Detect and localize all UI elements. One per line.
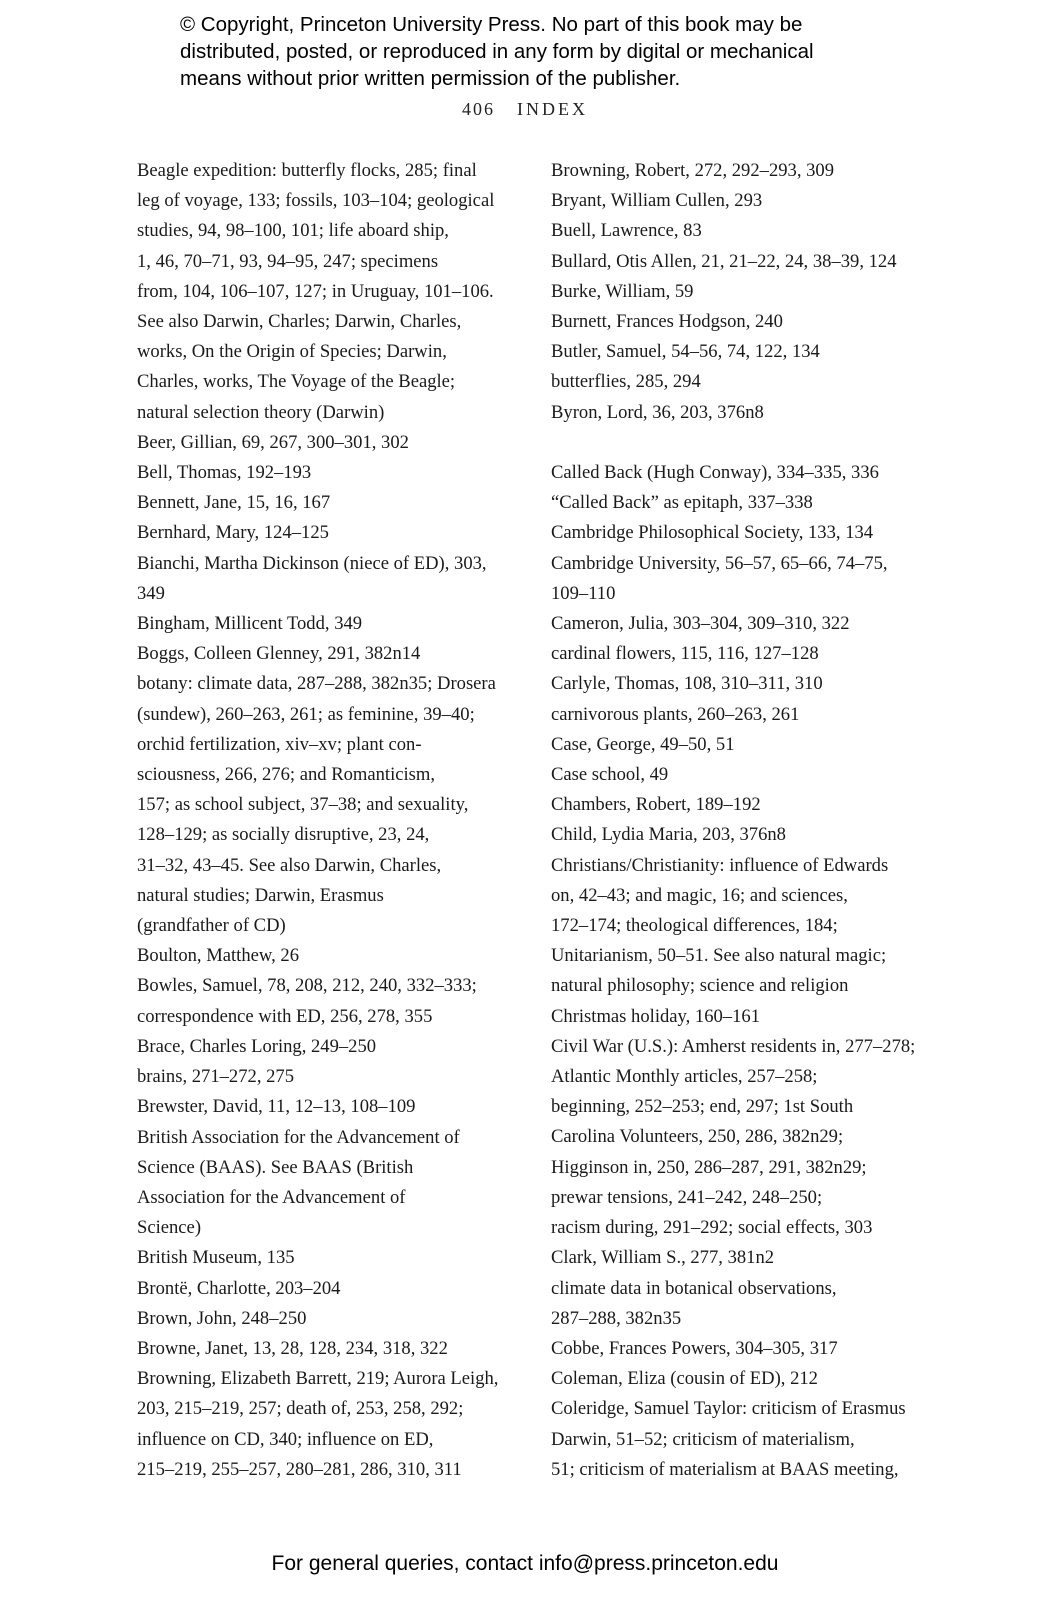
index-entry (137, 458, 512, 488)
index-entry-line: natural selection theory (Darwin) (137, 401, 385, 423)
index-entry-line: Darwin, 51–52; criticism of materialism, (551, 1428, 855, 1450)
section-title: INDEX (517, 99, 588, 119)
index-entry-line: Brontë, Charlotte, 203–204 (137, 1277, 341, 1299)
index-entry-line: Browne, Janet, 13, 28, 128, 234, 318, 322 (137, 1337, 448, 1359)
index-column-right (551, 156, 923, 1485)
index-entry-line: on, 42–43; and magic, 16; and sciences, (551, 884, 848, 906)
index-entry (137, 669, 512, 941)
index-entry-line: Carlyle, Thomas, 108, 310–311, 310 (551, 673, 823, 695)
copyright-line: distributed, posted, or reproduced in any form by digital or mechanical (180, 40, 814, 63)
index-entry (137, 1364, 512, 1485)
index-entry-line: 287–288, 382n35 (551, 1307, 682, 1329)
index-entry-line: Bennett, Jane, 15, 16, 167 (137, 492, 331, 514)
index-entry (551, 760, 923, 790)
index-entry (137, 609, 512, 639)
index-entry (551, 247, 923, 277)
index-entry-line: Carolina Volunteers, 250, 286, 382n29; (551, 1126, 844, 1148)
index-entry-line: prewar tensions, 241–242, 248–250; (551, 1186, 823, 1208)
index-entry-line: British Association for the Advancement of (137, 1126, 460, 1148)
index-entry-line: 203, 215–219, 257; death of, 253, 258, 292; (137, 1398, 464, 1420)
index-entry-line: Cameron, Julia, 303–304, 309–310, 322 (551, 613, 850, 635)
index-entry-line: Atlantic Monthly articles, 257–258; (551, 1066, 818, 1088)
copyright-line: means without prior written permission of the publisher. (180, 67, 681, 90)
letter-group-gap (551, 428, 923, 458)
index-entry-line: botany: climate data, 287–288, 382n35; Drosera (137, 673, 496, 695)
index-entry (551, 458, 923, 488)
index-entry-line: Cambridge Philosophical Society, 133, 134 (551, 522, 874, 544)
index-entry-line: orchid fertilization, xiv–xv; plant con- (137, 733, 422, 755)
index-entry-line: Case, George, 49–50, 51 (551, 733, 735, 755)
index-entry (137, 971, 512, 1031)
index-entry-line: Bowles, Samuel, 78, 208, 212, 240, 332–333; (137, 975, 477, 997)
index-entry-line: Brown, John, 248–250 (137, 1307, 307, 1329)
index-entry-line: Unitarianism, 50–51. See also natural magic; (551, 945, 887, 967)
index-entry (551, 549, 923, 609)
index-entry (551, 1364, 923, 1394)
index-column-left (137, 156, 512, 1485)
index-entry-line: See also Darwin, Charles; Darwin, Charles, (137, 311, 462, 333)
index-entry (137, 488, 512, 518)
index-entry-line: works, On the Origin of Species; Darwin, (137, 341, 447, 363)
index-entry-line: climate data in botanical observations, (551, 1277, 837, 1299)
index-entry (551, 1032, 923, 1243)
index-entry-line: Butler, Samuel, 54–56, 74, 122, 134 (551, 341, 820, 363)
index-entry-line: Association for the Advancement of (137, 1186, 406, 1208)
index-entry-line: leg of voyage, 133; fossils, 103–104; geological (137, 190, 495, 212)
index-entry-line: Brace, Charles Loring, 249–250 (137, 1035, 377, 1057)
index-entry-line: Boggs, Colleen Glenney, 291, 382n14 (137, 643, 421, 665)
index-entry (551, 730, 923, 760)
index-entry-line: Buell, Lawrence, 83 (551, 220, 702, 242)
copyright-line: © Copyright, Princeton University Press. No part of this book may be (180, 13, 803, 36)
index-entry-line: (sundew), 260–263, 261; as feminine, 39–40; (137, 703, 475, 725)
index-entry-line: Cambridge University, 56–57, 65–66, 74–75, (551, 552, 888, 574)
index-entry (137, 428, 512, 458)
index-entry-line: Higginson in, 250, 286–287, 291, 382n29; (551, 1156, 867, 1178)
index-entry (551, 609, 923, 639)
index-entry (551, 1002, 923, 1032)
index-entry (551, 367, 923, 397)
index-entry (551, 700, 923, 730)
index-entry-line: natural studies; Darwin, Erasmus (137, 884, 384, 906)
index-entry-line: Boulton, Matthew, 26 (137, 945, 299, 967)
footer-contact: For general queries, contact info@press.princeton.edu (271, 1552, 779, 1575)
index-entry-line: Bryant, William Cullen, 293 (551, 190, 763, 212)
index-entry-line: 109–110 (551, 582, 616, 604)
index-entry-line: Beagle expedition: butterfly flocks, 285; final (137, 160, 477, 181)
index-entry-line: Browning, Elizabeth Barrett, 219; Aurora Leigh, (137, 1368, 499, 1390)
index-entry-line: 172–174; theological differences, 184; (551, 915, 838, 937)
index-entry-line: racism during, 291–292; social effects, 303 (551, 1217, 873, 1239)
index-entry-line: Burnett, Frances Hodgson, 240 (551, 311, 783, 333)
index-entry-line: influence on CD, 340; influence on ED, (137, 1428, 434, 1450)
index-entry-line: beginning, 252–253; end, 297; 1st South (551, 1096, 854, 1118)
index-entry-line: Coleman, Eliza (cousin of ED), 212 (551, 1368, 818, 1390)
index-entry-line: carnivorous plants, 260–263, 261 (551, 703, 800, 725)
index-entry (137, 1243, 512, 1273)
index-entry-line: Bernhard, Mary, 124–125 (137, 522, 329, 544)
index-entry-line: Charles, works, The Voyage of the Beagle; (137, 371, 456, 393)
index-entry-line: “Called Back” as epitaph, 337–338 (551, 492, 813, 514)
index-entry-line: Chambers, Robert, 189–192 (551, 794, 761, 816)
index-entry (137, 156, 512, 428)
index-entry (551, 307, 923, 337)
index-entry-line: Child, Lydia Maria, 203, 376n8 (551, 824, 786, 846)
index-entry-line: 51; criticism of materialism at BAAS meeting, (551, 1458, 899, 1480)
index-entry (137, 1123, 512, 1244)
index-entry-line: Burke, William, 59 (551, 280, 694, 302)
index-entry-line: sciousness, 266, 276; and Romanticism, (137, 764, 435, 786)
index-entry-line: 349 (137, 582, 165, 604)
index-entry-line: Christians/Christianity: influence of Edwards (551, 854, 889, 876)
index-entry (551, 488, 923, 518)
index-entry-line: 1, 46, 70–71, 93, 94–95, 247; specimens (137, 250, 439, 272)
index-entry-line: Browning, Robert, 272, 292–293, 309 (551, 160, 835, 181)
index-entry-line: 157; as school subject, 37–38; and sexuality, (137, 794, 469, 816)
index-entry (137, 549, 512, 609)
index-entry-line: studies, 94, 98–100, 101; life aboard ship, (137, 220, 449, 242)
index-entry-line: Science) (137, 1217, 202, 1239)
index-entry-line: Byron, Lord, 36, 203, 376n8 (551, 401, 764, 423)
index-entry-line: from, 104, 106–107, 127; in Uruguay, 101–106. (137, 280, 494, 302)
index-entry-line: Case school, 49 (551, 764, 669, 786)
index-entry (551, 337, 923, 367)
index-entry-line: Cobbe, Frances Powers, 304–305, 317 (551, 1337, 838, 1359)
index-entry (137, 1032, 512, 1062)
index-entry (551, 1274, 923, 1334)
index-entry-line: butterflies, 285, 294 (551, 371, 701, 393)
index-entry-line: 215–219, 255–257, 280–281, 286, 310, 311 (137, 1458, 462, 1480)
index-entry (551, 1334, 923, 1364)
index-entry-line: Christmas holiday, 160–161 (551, 1005, 760, 1027)
index-entry (137, 1274, 512, 1304)
index-entry-line: Called Back (Hugh Conway), 334–335, 336 (551, 462, 879, 484)
index-entry (137, 639, 512, 669)
index-entry (551, 1394, 923, 1485)
index-entry-line: 128–129; as socially disruptive, 23, 24, (137, 824, 430, 846)
index-entry-line: Clark, William S., 277, 381n2 (551, 1247, 775, 1269)
index-entry (551, 398, 923, 428)
index-entry (551, 1243, 923, 1273)
index-entry-line: Brewster, David, 11, 12–13, 108–109 (137, 1096, 416, 1118)
index-entry (137, 518, 512, 548)
index-entry-line: (grandfather of CD) (137, 915, 286, 937)
index-entry-line: Bell, Thomas, 192–193 (137, 462, 312, 484)
running-head (0, 99, 1050, 120)
copyright-notice (180, 11, 1000, 92)
index-entry (551, 518, 923, 548)
index-entry-line: Bianchi, Martha Dickinson (niece of ED), 303, (137, 552, 487, 574)
index-entry-line: Bingham, Millicent Todd, 349 (137, 613, 363, 635)
index-entry-line: correspondence with ED, 256, 278, 355 (137, 1005, 433, 1027)
index-entry (551, 790, 923, 820)
index-entry-line: Coleridge, Samuel Taylor: criticism of Erasmus (551, 1398, 906, 1420)
index-entry (551, 216, 923, 246)
index-entry (137, 1304, 512, 1334)
index-entry (551, 277, 923, 307)
index-entry (137, 1334, 512, 1364)
page-number: 406 (462, 99, 495, 119)
index-entry-line: cardinal flowers, 115, 116, 127–128 (551, 643, 819, 665)
index-entry (137, 941, 512, 971)
index-entry-line: Science (BAAS). See BAAS (British (137, 1156, 414, 1178)
index-entry-line: Civil War (U.S.): Amherst residents in, 277–278; (551, 1035, 916, 1057)
index-entry-line: British Museum, 135 (137, 1247, 295, 1269)
index-entry (551, 851, 923, 1002)
index-entry (551, 820, 923, 850)
index-entry (137, 1092, 512, 1122)
index-entry (137, 1062, 512, 1092)
index-entry (551, 156, 923, 186)
index-entry-line: natural philosophy; science and religion (551, 975, 849, 997)
index-entry (551, 639, 923, 669)
index-entry (551, 186, 923, 216)
index-entry-line: Bullard, Otis Allen, 21, 21–22, 24, 38–39, 124 (551, 250, 897, 272)
index-entry-line: Beer, Gillian, 69, 267, 300–301, 302 (137, 431, 409, 453)
index-entry-line: 31–32, 43–45. See also Darwin, Charles, (137, 854, 442, 876)
index-entry (551, 669, 923, 699)
index-entry-line: brains, 271–272, 275 (137, 1066, 295, 1088)
